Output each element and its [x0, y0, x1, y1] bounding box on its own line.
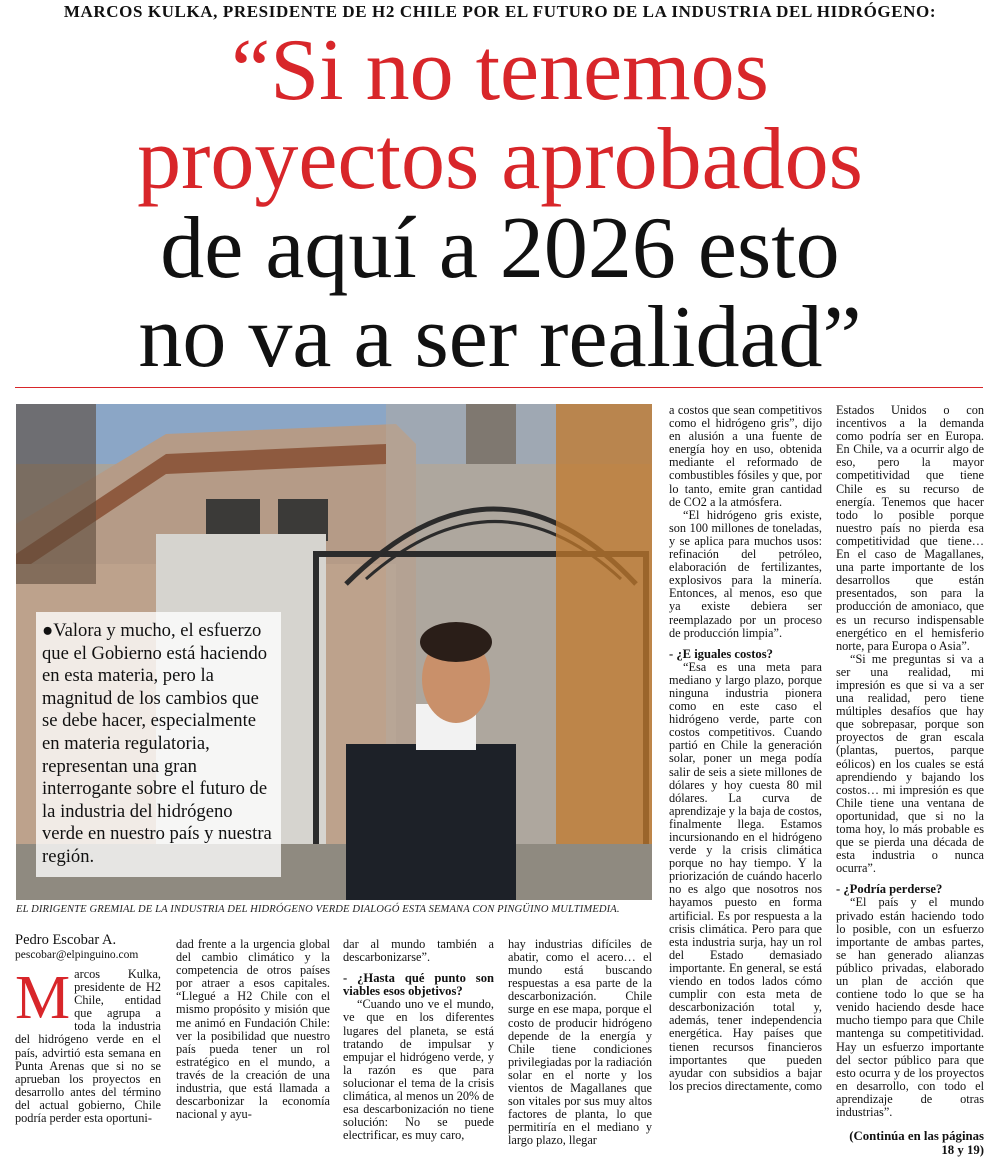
headline-line-1: “Si no tenemos — [231, 22, 769, 119]
column-5-question: - ¿E iguales costos? — [669, 646, 773, 661]
column-6-paragraph-2: “Si me preguntas si va a ser una realidad, mi impresión es que si va a ser una realidad, pero tiene múltiples desafíos que hay que sobrepasar, porque son proyectos de gran escala (plantas, puertos, parque eólicos) en los cuales se está aprendiendo y bajando los costos… mi impresión es que Chile tiene una ventana de oportunidad, que si no la toma hoy, lo más probable es que se pierda una década de esta industria o nunca ocurra”. — [836, 651, 984, 876]
headline-rule — [15, 387, 983, 388]
column-4-paragraph: hay industrias difíciles de abatir, como el acero… el mundo está buscando respuestas a esa parte de la descarbonización. Chile surge en ese mapa, porque el costo de producir hidrógeno depende de la energía y Chile tiene condiciones privilegiadas por la radiación solar en el norte y los vientos de Magallanes que son vitales por sus muy altos factores de planta, lo que permitiría en el mediano y largo plazo, llegar — [508, 937, 652, 1148]
author-email[interactable]: pescobar@elpinguino.com — [15, 949, 139, 961]
author-name: Pedro Escobar A. — [15, 932, 117, 948]
column-4 — [508, 938, 652, 1148]
column-2-paragraph: dad frente a la urgencia global del cambio climático y la competencia de otros países por atraer a esos capitales. “Llegué a H2 Chile con el mismo propósito y misión que me animó en Fundación Chile: ver la posibilidad que nuestro país pueda tener un rol estratégico en el mundo, a través de la creación de una industria, que está llamada a descarbonizar la economía nacional y ayu- — [176, 937, 330, 1122]
column-2 — [176, 938, 330, 1121]
headline-line-4: no va a ser realidad” — [138, 289, 862, 386]
column-6 — [836, 404, 984, 1157]
column-3-paragraph-1: dar al mundo también a descarbonizarse”. — [343, 937, 494, 965]
column-6-question: - ¿Podría perderse? — [836, 882, 943, 897]
kicker: MARCOS KULKA, PRESIDENTE DE H2 CHILE POR EL FUTURO DE LA INDUSTRIA DEL HIDRÓGENO: — [63, 2, 937, 21]
column-5-paragraph-3: “Esa es una meta para mediano y largo plazo, porque ninguna industria pionera como en este caso el hidrógeno verde, parte con costos competitivos. Cuando partió en Chile la generación solar, poner un mega podía salir de seis a siete millones de dólares y hoy cuesta 80 mil dólares. La curva de aprendizaje y la baja de costos, finalmente llega. Estamos incursionando en el hidrógeno verde y la crisis climática porque no hay tiempo. Y la priorización de cuándo hacerlo no es algo que nosotros nos hayamos puesto en forma artificial. Es por respuesta a la crisis climática. Pero para que esta industria surja, hay un rol del Estado demasiado importante. En general, se está viendo en todos lados cómo cumplir con esta meta de descarbonización total y, además, tener independencia energética. Hay países que tienen recursos financieros importantes que pueden ayudar con subsidios a bajar los precios directamente, como — [669, 659, 822, 1093]
column-3-question: - ¿Hasta qué punto son viables esos objetivos? — [343, 971, 494, 999]
column-1-paragraph: Marcos Kulka, presidente de H2 Chile, entidad que agrupa a toda la industria del hidrógeno verde en el país, advirtió esta semana en Punta Arenas que si no se aprueban los proyectos en desarrollo antes del término del actual gobierno, Chile podría perder esta oportuni- — [15, 964, 161, 1126]
column-5-paragraph-1: a costos que sean competitivos como el hidrógeno gris”, dijo en alusión a una fuente de energía hoy en uso, obtenida mediante el reformado de combustibles fósiles y que, por lo tanto, emite gran cantidad de CO2 a la atmósfera. — [669, 403, 822, 509]
headline-line-3: de aquí a 2026 esto — [160, 200, 840, 297]
column-3-paragraph-2: “Cuando uno ve el mundo, ve que en los diferentes lugares del planeta, se está tratando de impulsar y empujar el hidrógeno verde, y la razón es que para solucionar el tema de la crisis climática, al menos un 20% de esa descarbonización no tiene solución: No se puede electrificar, es muy caro, — [343, 997, 494, 1143]
continues-note: (Continúa en las páginas 18 y 19) — [849, 1129, 984, 1158]
column-6-paragraph-1: Estados Unidos o con incentivos a la demanda como podría ser en Europa. En Chile, va a ocurrir algo de eso, pero la mayor competitividad que tiene Chile es su recurso de energía. Tenemos que hacer todo lo posible porque nuestro país no pierda esa competitividad que tiene… En el caso de Magallanes, una parte importante de los desarrollos que están presentados, son para la producción de amoniaco, que es un recurso indispensable energético en el hemisferio norte, para Europa o Asia”. — [836, 403, 984, 653]
column-5-paragraph-2: “El hidrógeno gris existe, son 100 millones de toneladas, y se aplica para muchos usos: refinación del petróleo, elaboración de fertilizantes, explosivos para la minería. Entonces, al menos, eso que ya existe debiera ser reemplazado por un proceso de producción limpia”. — [669, 507, 822, 640]
photo-caption: EL DIRIGENTE GREMIAL DE LA INDUSTRIA DEL HIDRÓGENO VERDE DIALOGÓ ESTA SEMANA CON PINGÜINO MULTIMEDIA. — [16, 904, 620, 915]
column-6-paragraph-3: “El país y el mundo privado están haciendo todo lo posible, con un esfuerzo importante de ambas partes, se han generado alianzas público privadas, elaborado un plan de acción que contiene todo lo que se ha venido haciendo desde hace mucho tiempo para que Chile mantenga su competitividad. Hay un esfuerzo importante del sector público para que esto ocurra y de los proyectos en desarrollo, con todo el aprendizaje de otras industrias”. — [836, 895, 984, 1119]
dropcap: M — [15, 964, 71, 1032]
column-1 — [15, 932, 161, 1125]
column-3 — [343, 938, 494, 1142]
headline-line-2: proyectos aprobados — [137, 111, 863, 208]
headline — [0, 22, 1000, 386]
column-5 — [669, 404, 822, 1093]
pull-quote: ●Valora y mucho, el esfuerzo que el Gobierno está haciendo en esta materia, pero la magnitud de los cambios que se debe hacer, especialmente en materia regulatoria, representan una gran interrogante sobre el futuro de la industria del hidrógeno verde en nuestro país y nuestra región. — [36, 612, 281, 877]
